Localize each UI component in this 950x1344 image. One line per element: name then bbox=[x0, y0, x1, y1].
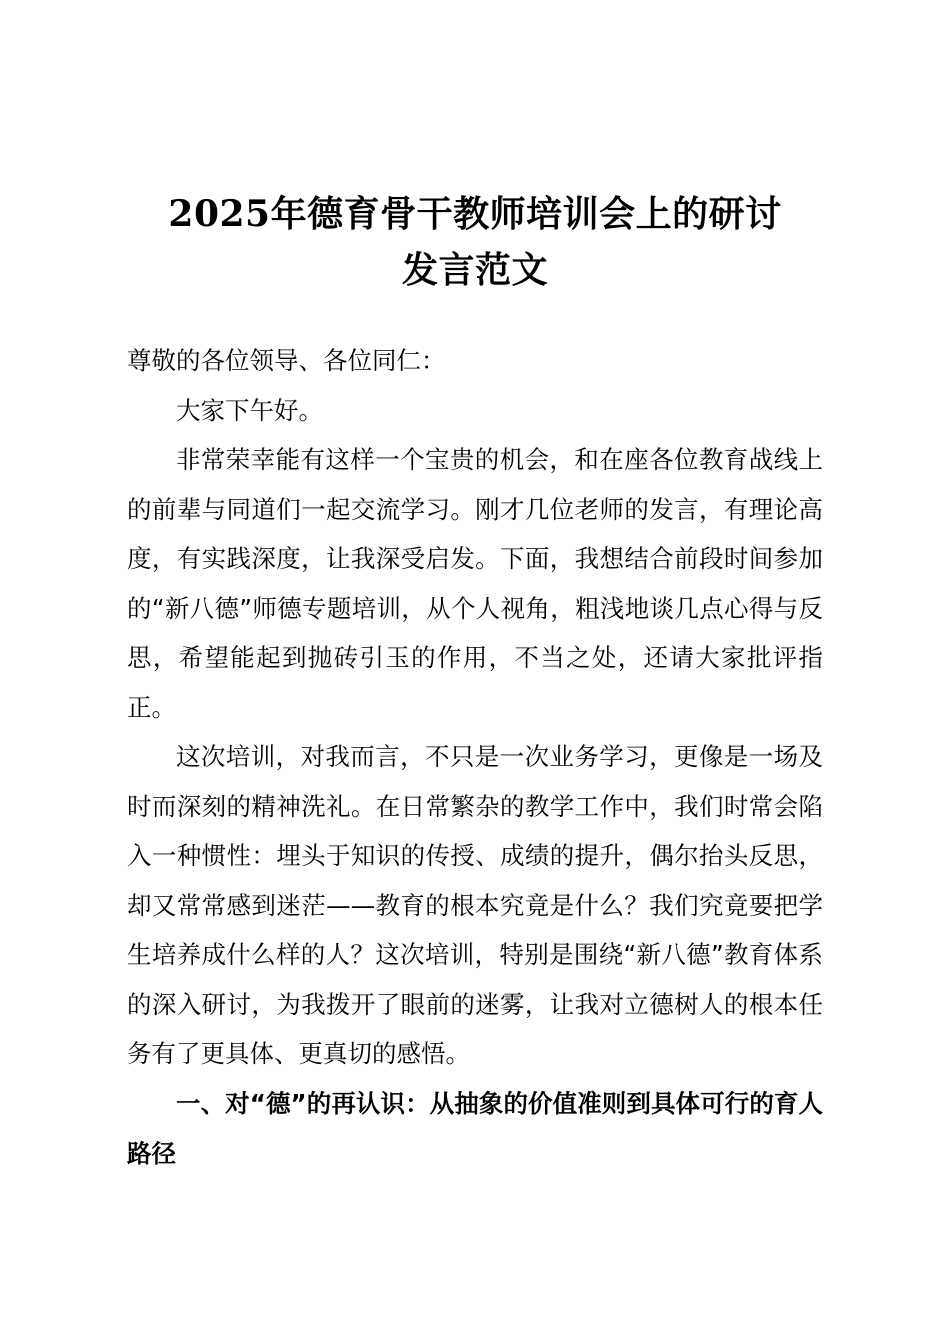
salutation: 尊敬的各位领导、各位同仁： bbox=[127, 346, 446, 375]
title-line-1: 2025年德育骨干教师培训会上的研讨 bbox=[168, 193, 782, 235]
greeting: 大家下午好。 bbox=[176, 395, 323, 425]
document-title bbox=[110, 186, 840, 298]
paragraph-1: 非常荣幸能有这样一个宝贵的机会，和在座各位教育战线上的前辈与同道们一起交流学习。刚才几位老师的发言，有理论高度，有实践深度，让我深受启发。下面，我想结合前段时间参加的“新八德”师德专题培训，从个人视角，粗浅地谈几点心得与反思，希望能起到抛砖引玉的作用，不当之处，还请大家批评指正。 bbox=[127, 445, 823, 722]
section-heading-1: 一、对“德”的再认识：从抽象的价值准则到具体可行的育人路径 bbox=[127, 1088, 823, 1168]
paragraph-2: 这次培训，对我而言，不只是一次业务学习，更像是一场及时而深刻的精神洗礼。在日常繁杂的教学工作中，我们时常会陷入一种惯性：埋头于知识的传授、成绩的提升，偶尔抬头反思，却又常常感到迷茫——教育的根本究竟是什么？我们究竟要把学生培养成什么样的人？这次培训，特别是围绕“新八德”教育体系的深入研讨，为我拨开了眼前的迷雾，让我对立德树人的根本任务有了更具体、更真切的感悟。 bbox=[127, 742, 823, 1068]
title-line-2: 发言范文 bbox=[401, 249, 548, 291]
document-body bbox=[127, 336, 823, 1179]
